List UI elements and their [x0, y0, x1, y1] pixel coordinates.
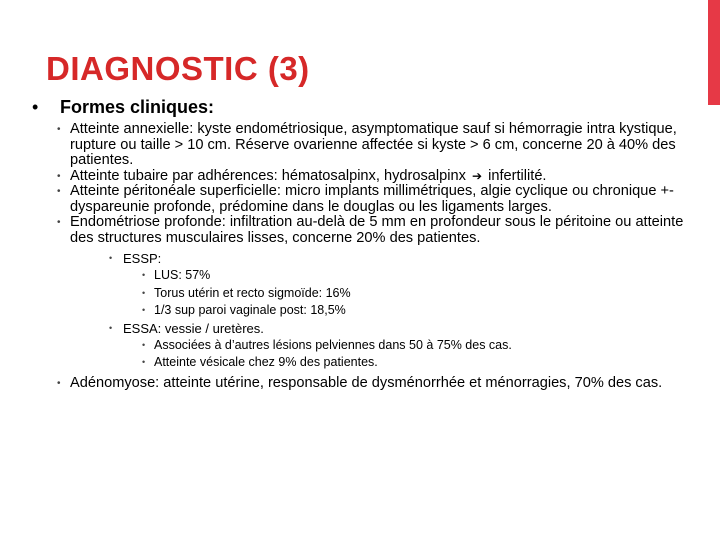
slide-content	[32, 96, 692, 391]
list-item-text: Adénomyose: atteinte utérine, responsable de dysménorrhée et ménorragies, 70% des cas.	[70, 374, 663, 391]
list-item-text: ESSA: vessie / uretères.	[123, 320, 264, 336]
bullet-icon: •	[142, 339, 146, 350]
list-item-peritoneale	[32, 184, 692, 215]
arrow-right-icon: ➔	[471, 168, 483, 183]
list-item-text: Endométriose profonde: infiltration au-delà de 5 mm en profondeur sous le péritoine ou atteinte des structures musculaires lisses, concerne 20% des patientes.	[70, 214, 684, 246]
bullet-icon: •	[32, 97, 39, 117]
bullet-icon: •	[57, 217, 61, 228]
list-item-associees	[32, 337, 692, 355]
list-item-text: Atteinte annexielle: kyste endométriosique, asymptomatique sauf si hémorragie intra kystique, rupture ou taille > 10 cm. Réserve ovarienne affectée si kyste > 6 cm, concerne 20 à 40% des patientes.	[70, 121, 677, 168]
list-item-text: Torus utérin et recto sigmoïde: 16%	[154, 285, 351, 300]
bullet-icon: •	[109, 253, 113, 263]
bullet-icon: •	[57, 377, 61, 389]
heading-text: Formes cliniques:	[60, 97, 215, 117]
list-item-tubaire	[32, 169, 692, 185]
bullet-icon: •	[142, 305, 146, 315]
list-item-text: LUS: 57%	[154, 268, 211, 282]
slide-title: DIAGNOSTIC (3)	[46, 50, 310, 87]
list-item-text: Atteinte tubaire par adhérences: hématosalpinx, hydrosalpinx	[70, 167, 466, 184]
list-item-text: infertilité.	[488, 167, 547, 184]
list-item-text: Atteinte vésicale chez 9% des patientes.	[154, 355, 378, 369]
heading-formes-cliniques	[32, 96, 692, 118]
bullet-icon: •	[142, 357, 146, 367]
list-item-text: Associées à d’autres lésions pelviennes dans 50 à 75% des cas.	[154, 337, 512, 352]
list-item-text: 1/3 sup paroi vaginale post: 18,5%	[154, 303, 346, 317]
list-item-text: ESSP:	[123, 251, 162, 266]
list-item-endometriose-profonde	[32, 215, 692, 246]
bullet-icon: •	[57, 124, 61, 135]
bullet-icon: •	[109, 322, 113, 333]
list-item-essa	[32, 320, 692, 337]
list-item-vesicale	[32, 354, 692, 372]
bullet-icon: •	[57, 186, 61, 197]
list-item-torus	[32, 285, 692, 303]
list-item-lus	[32, 267, 692, 285]
bullet-icon: •	[142, 270, 146, 280]
bullet-icon: •	[142, 287, 146, 298]
list-item-paroi-vaginale	[32, 302, 692, 320]
list-item-text: Atteinte péritonéale superficielle: micro implants millimétriques, algie cyclique ou chronique +- dyspareunie profonde, prédomine dans le douglas ou les ligaments larges.	[70, 183, 674, 215]
accent-bar	[708, 0, 720, 105]
list-item-essp	[32, 250, 692, 267]
list-item-annexielle	[32, 122, 692, 169]
bullet-icon: •	[57, 170, 61, 182]
list-item-adenomyose	[32, 376, 692, 392]
